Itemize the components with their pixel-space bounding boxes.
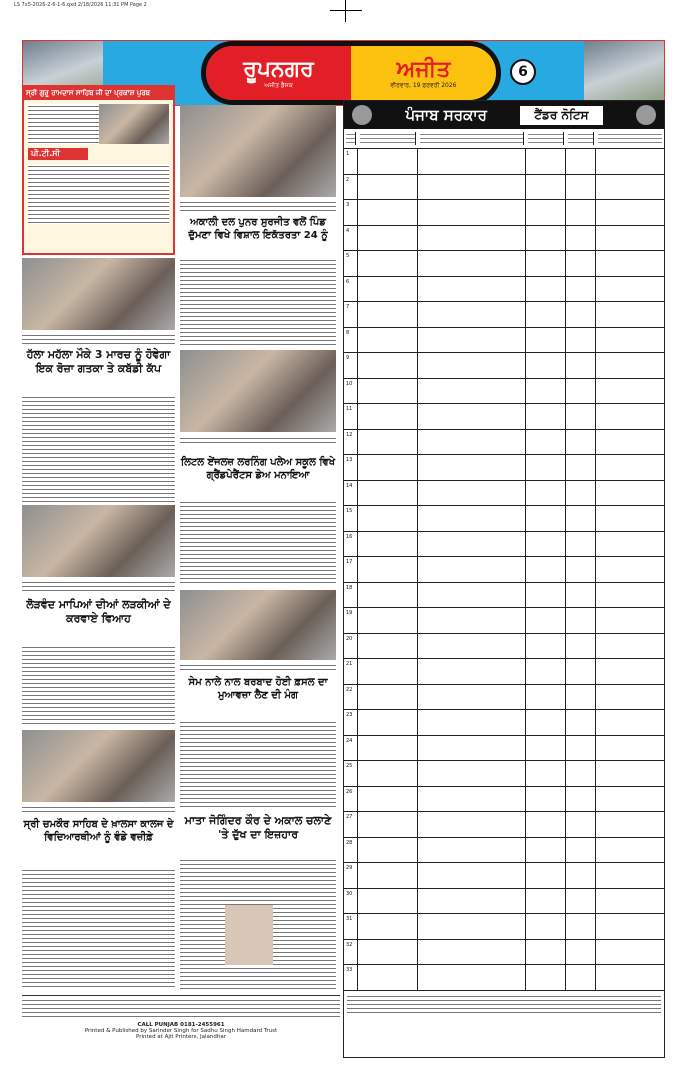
row-number: 9 xyxy=(344,353,358,378)
photo xyxy=(180,105,336,197)
row-number: 20 xyxy=(344,634,358,659)
footer-line: Printed at Ajit Printers, Jalandhar xyxy=(136,1034,226,1040)
row-number: 28 xyxy=(344,838,358,863)
table-row xyxy=(344,379,664,405)
headline: ਅਕਾਲੀ ਦਲ ਪੁਨਰ ਸੁਰਜੀਤ ਵਲੋਂ ਪਿੰਡ ਦੁੱਮਣਾ ਵਿਖੇ ਵਿਸ਼ਾਲ ਇਕੱਤਰਤਾ 24 ਨੂੰ xyxy=(188,217,328,241)
row-number: 6 xyxy=(344,277,358,302)
row-number: 3 xyxy=(344,200,358,225)
row-number: 1 xyxy=(344,149,358,174)
row-number: 16 xyxy=(344,532,358,557)
date: ਵੀਰਵਾਰ, 19 ਫਰਵਰੀ 2026 xyxy=(390,81,457,89)
title-left: ਰੂਪਨਗਰ xyxy=(243,56,314,82)
row-number: 13 xyxy=(344,455,358,480)
caption xyxy=(180,200,336,214)
table-row xyxy=(344,812,664,838)
table-row xyxy=(344,557,664,583)
table-row xyxy=(344,532,664,558)
photo xyxy=(180,350,336,432)
department-logo-icon xyxy=(636,105,656,125)
subtitle: ਅਜੀਤ ਡੈਸਕ xyxy=(264,81,293,89)
portrait-photo xyxy=(225,905,273,965)
table-row xyxy=(344,659,664,685)
row-number: 5 xyxy=(344,251,358,276)
table-row xyxy=(344,455,664,481)
gov-title: ਪੰਜਾਬ ਸਰਕਾਰ xyxy=(405,106,487,124)
caption xyxy=(180,436,336,446)
row-number: 25 xyxy=(344,761,358,786)
footer-phone: CALL PUNJAB 0181-2455961 xyxy=(137,1022,225,1028)
table-row xyxy=(344,838,664,864)
footer-line: Printed & Published by Sarinder Singh for Sadhu Singh Hamdard Trust xyxy=(84,1028,278,1034)
photo xyxy=(22,258,175,330)
row-number: 18 xyxy=(344,583,358,608)
table-row xyxy=(344,251,664,277)
print-slug: LS 7x5-2026-2-6-1-6.qxd 2/18/2026 11:31 PM Page 2 xyxy=(14,2,147,8)
row-number: 33 xyxy=(344,965,358,990)
tender-notice-table xyxy=(343,100,665,1058)
row-number: 32 xyxy=(344,940,358,965)
title-right: ਅਜੀਤ xyxy=(396,56,451,82)
row-number: 24 xyxy=(344,736,358,761)
row-number: 17 xyxy=(344,557,358,582)
article-body xyxy=(22,645,175,727)
headline: ਹੱਲਾ ਮਹੱਲਾ ਮੌਕੇ 3 ਮਾਰਚ ਨੂੰ ਹੋਵੇਗਾ ਇਕ ਰੋਜ਼ਾ ਗਤਕਾ ਤੇ ਕਬੱਡੀ ਕੱਪ xyxy=(26,348,171,376)
table-row xyxy=(344,430,664,456)
table-row xyxy=(344,149,664,175)
crop-mark xyxy=(345,0,346,22)
headline: ਮਾਤਾ ਜੋਗਿੰਦਰ ਕੌਰ ਦੇ ਅਕਾਲ ਚਲਾਣੇ 'ਤੇ ਦੁੱਖ ਦਾ ਇਜ਼ਹਾਰ xyxy=(184,814,332,842)
row-number: 15 xyxy=(344,506,358,531)
row-number: 23 xyxy=(344,710,358,735)
table-row xyxy=(344,583,664,609)
table-row xyxy=(344,940,664,966)
advertisement xyxy=(22,85,175,255)
row-number: 4 xyxy=(344,226,358,251)
table-row xyxy=(344,481,664,507)
table-row xyxy=(344,736,664,762)
row-number: 12 xyxy=(344,430,358,455)
row-number: 8 xyxy=(344,328,358,353)
table-row xyxy=(344,328,664,354)
page-number: 6 xyxy=(510,59,536,85)
imprint xyxy=(22,995,340,1055)
headline: ਸੇਮ ਨਾਲੇ ਨਾਲ ਬਰਬਾਦ ਹੋਈ ਫ਼ਸਲ ਦਾ ਮੁਆਵਜ਼ਾ ਲੈਣ ਦੀ ਮੰਗ xyxy=(188,677,328,701)
row-number: 22 xyxy=(344,685,358,710)
punjab-emblem-icon xyxy=(352,105,372,125)
caption xyxy=(22,805,175,815)
caption xyxy=(22,333,175,345)
tender-title: ਟੈਂਡਰ ਨੋਟਿਸ xyxy=(520,106,602,125)
headline: ਸ੍ਰੀ ਚਮਕੌਰ ਸਾਹਿਬ ਦੇ ਖ਼ਾਲਸਾ ਕਾਲਜ ਦੇ ਵਿਦਿਆਰਥੀਆਂ ਨੂੰ ਵੰਡੇ ਵਜ਼ੀਫ਼ੇ xyxy=(23,819,174,843)
photo xyxy=(22,730,175,802)
row-number: 7 xyxy=(344,302,358,327)
table-row xyxy=(344,175,664,201)
table-row xyxy=(344,914,664,940)
caption xyxy=(22,580,175,592)
row-number: 14 xyxy=(344,481,358,506)
row-number: 26 xyxy=(344,787,358,812)
table-row xyxy=(344,277,664,303)
table-row xyxy=(344,761,664,787)
ad-tag: ਪੀ.ਟੀ.ਸੀ xyxy=(28,148,88,160)
headline: ਲਿਟਲ ਏਂਜਲਜ਼ ਲਰਨਿੰਗ ਪਲੇਅ ਸਕੂਲ ਵਿਖੇ ਗ੍ਰੈਂਡਪੇਰੈਂਟਸ ਡੇਅ ਮਨਾਇਆ xyxy=(180,457,336,481)
table-row xyxy=(344,787,664,813)
table-row xyxy=(344,710,664,736)
row-number: 29 xyxy=(344,863,358,888)
table-row xyxy=(344,404,664,430)
headline: ਲੋੜਵੰਦ ਮਾਪਿਆਂ ਦੀਆਂ ਲੜਕੀਆਂ ਦੇ ਕਰਵਾਏ ਵਿਆਹ xyxy=(26,598,171,626)
photo xyxy=(180,590,336,660)
table-row xyxy=(344,608,664,634)
masthead-photo-right xyxy=(584,41,664,105)
article-body xyxy=(22,395,175,502)
crop-mark xyxy=(330,10,362,11)
article-body xyxy=(180,258,336,346)
caption xyxy=(180,663,336,673)
table-row xyxy=(344,889,664,915)
row-number: 2 xyxy=(344,175,358,200)
table-row xyxy=(344,634,664,660)
photo xyxy=(22,505,175,577)
table-row xyxy=(344,302,664,328)
table-row xyxy=(344,200,664,226)
article-body xyxy=(180,500,336,585)
table-row xyxy=(344,685,664,711)
article-body xyxy=(22,868,175,990)
row-number: 21 xyxy=(344,659,358,684)
table-header xyxy=(344,129,664,149)
table-row xyxy=(344,226,664,252)
row-number: 19 xyxy=(344,608,358,633)
table-row xyxy=(344,353,664,379)
table-row xyxy=(344,965,664,991)
ad-title: ਸ੍ਰੀ ਗੁਰੂ ਰਾਮਦਾਸ ਸਾਹਿਬ ਜੀ ਦਾ ਪ੍ਰਕਾਸ਼ ਪੁਰਬ xyxy=(24,87,173,100)
table-row xyxy=(344,506,664,532)
row-number: 11 xyxy=(344,404,358,429)
masthead-logo xyxy=(201,41,501,105)
row-number: 31 xyxy=(344,914,358,939)
article-body xyxy=(180,720,336,810)
row-number: 27 xyxy=(344,812,358,837)
table-row xyxy=(344,863,664,889)
row-number: 10 xyxy=(344,379,358,404)
row-number: 30 xyxy=(344,889,358,914)
